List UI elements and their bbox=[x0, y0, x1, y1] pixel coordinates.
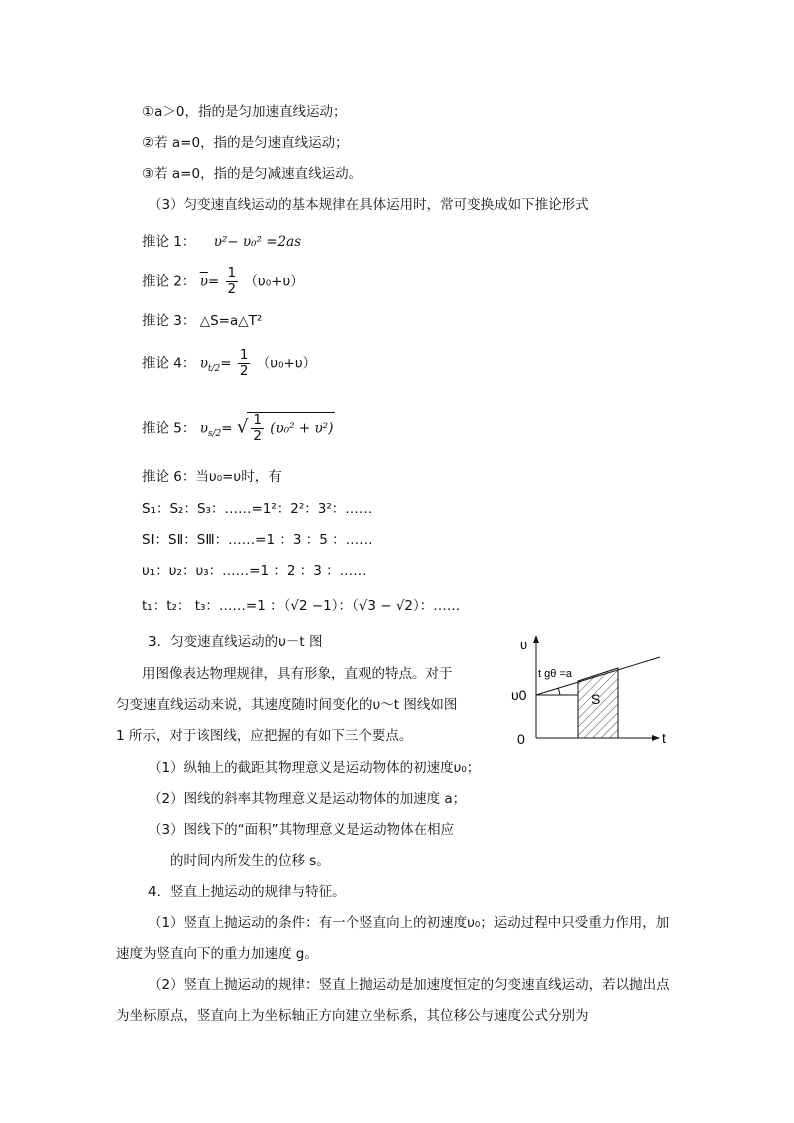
corollary-5-denominator: 2 bbox=[253, 427, 262, 444]
corollary-4-denominator: 2 bbox=[239, 362, 249, 379]
v0-label: υ0 bbox=[511, 687, 527, 703]
corollary-5-subscript: s/2 bbox=[207, 429, 222, 440]
displacement-ratio-cumulative: S₁：S₂：S₃：……=1²：2²：3²：…… bbox=[142, 501, 373, 517]
corollary-2-label: 推论 2： bbox=[142, 273, 196, 290]
corollary-4-lhs: υ bbox=[199, 355, 208, 372]
corollary-intro: （3）匀变速直线运动的基本规律在具体运用时，常可变换成如下推论形式 bbox=[148, 197, 589, 213]
section-3-title: 3．匀变速直线运动的υ－t 图 bbox=[148, 634, 323, 650]
corollary-5 bbox=[142, 412, 335, 444]
corollary-3 bbox=[142, 313, 262, 329]
line-a-positive: ①a＞0，指的是匀加速直线运动； bbox=[142, 104, 347, 120]
corollary-3-formula: △S=a△T² bbox=[199, 313, 263, 329]
corollary-4-subscript: t/2 bbox=[207, 364, 221, 375]
corollary-5-fraction bbox=[251, 413, 264, 444]
section-3-paragraph-1: 用图像表达物理规律，具有形象，直观的特点。对于 bbox=[142, 666, 453, 682]
slope-label: t gθ =a bbox=[538, 668, 572, 680]
corollary-4-label: 推论 4： bbox=[142, 355, 196, 372]
velocity-ratio: υ₁：υ₂：υ₃：……=1 ：2 ：3 ：…… bbox=[142, 563, 367, 579]
origin-label: 0 bbox=[517, 731, 525, 747]
displacement-ratio-successive: SⅠ：SⅡ：SⅢ：……=1 ：3 ：5 ：…… bbox=[142, 532, 373, 548]
corollary-1-formula: υ²− υ₀² =2as bbox=[213, 234, 302, 250]
corollary-2-lhs: $\overline{\upsilon}$ bbox=[199, 273, 208, 290]
corollary-4-eq: = bbox=[220, 355, 232, 372]
corollary-5-radicand bbox=[247, 412, 335, 444]
corollary-4-numerator: 1 bbox=[239, 347, 249, 363]
radical-icon: √ bbox=[236, 416, 249, 438]
key-point-1: （1）纵轴上的截距其物理意义是运动物体的初速度υ₀； bbox=[148, 760, 481, 776]
corollary-2-denominator: 2 bbox=[227, 280, 237, 297]
time-ratio: t₁：t₂： t₃：……=1 ：（√2 −1）：（√3 − √2）：…… bbox=[142, 598, 461, 614]
corollary-6: 推论 6：当υ₀=υ时，有 bbox=[142, 469, 282, 485]
corollary-2-eq: = bbox=[207, 273, 220, 290]
corollary-4 bbox=[142, 348, 316, 379]
corollary-2 bbox=[142, 266, 304, 297]
corollary-3-label: 推论 3： bbox=[142, 313, 196, 329]
x-axis-label: t bbox=[662, 730, 666, 746]
key-point-3-continued: 的时间内所发生的位移 s。 bbox=[170, 853, 330, 869]
angle-arc bbox=[558, 688, 560, 695]
velocity-time-graph bbox=[505, 630, 685, 755]
corollary-5-eq: = bbox=[221, 420, 233, 437]
corollary-2-rhs: （υ₀+υ） bbox=[244, 273, 304, 290]
key-point-2: （2）图线的斜率其物理意义是运动物体的加速度 a； bbox=[148, 791, 467, 807]
corollary-5-lhs: υ bbox=[199, 420, 208, 437]
area-label: S bbox=[591, 691, 601, 707]
rule-2-line-2: 为坐标原点，竖直向上为坐标轴正方向建立坐标系，其位移公与速度公式分别为 bbox=[116, 1008, 589, 1024]
rule-2-line-1: （2）竖直上抛运动的规律：竖直上抛运动是加速度恒定的匀变速直线运动，若以抛出点 bbox=[148, 977, 670, 993]
condition-1-line-2: 速度为竖直向下的重力加速度 g。 bbox=[116, 946, 318, 962]
condition-1-line-1: （1）竖直上抛运动的条件：有一个竖直向上的初速度υ₀；运动过程中只受重力作用，加 bbox=[148, 915, 670, 931]
section-3-paragraph-3: 1 所示，对于该图线，应把握的有如下三个要点。 bbox=[116, 728, 413, 744]
corollary-1 bbox=[142, 234, 301, 250]
section-4-title: 4．竖直上抛运动的规律与特征。 bbox=[148, 884, 346, 900]
corollary-2-fraction bbox=[226, 266, 239, 297]
corollary-4-rhs: （υ₀+υ） bbox=[256, 355, 317, 372]
line-a-zero-decel: ③若 a=0，指的是匀减速直线运动。 bbox=[142, 166, 363, 182]
corollary-4-fraction bbox=[238, 348, 251, 379]
y-axis-label: υ bbox=[520, 637, 528, 652]
key-point-3: （3）图线下的“面积”其物理意义是运动物体在相应 bbox=[148, 822, 455, 838]
x-axis-arrow-icon bbox=[652, 735, 660, 741]
y-axis-arrow-icon bbox=[533, 635, 539, 643]
corollary-2-numerator: 1 bbox=[227, 265, 237, 281]
corollary-5-numerator: 1 bbox=[253, 412, 262, 428]
corollary-5-rhs: (υ₀² + υ²) bbox=[270, 420, 334, 437]
corollary-1-label: 推论 1： bbox=[142, 234, 196, 250]
line-a-zero-uniform: ②若 a=0，指的是匀速直线运动； bbox=[142, 135, 349, 151]
corollary-5-label: 推论 5： bbox=[142, 420, 196, 437]
section-3-paragraph-2: 匀变速直线运动来说，其速度随时间变化的υ～t 图线如图 bbox=[116, 697, 458, 713]
